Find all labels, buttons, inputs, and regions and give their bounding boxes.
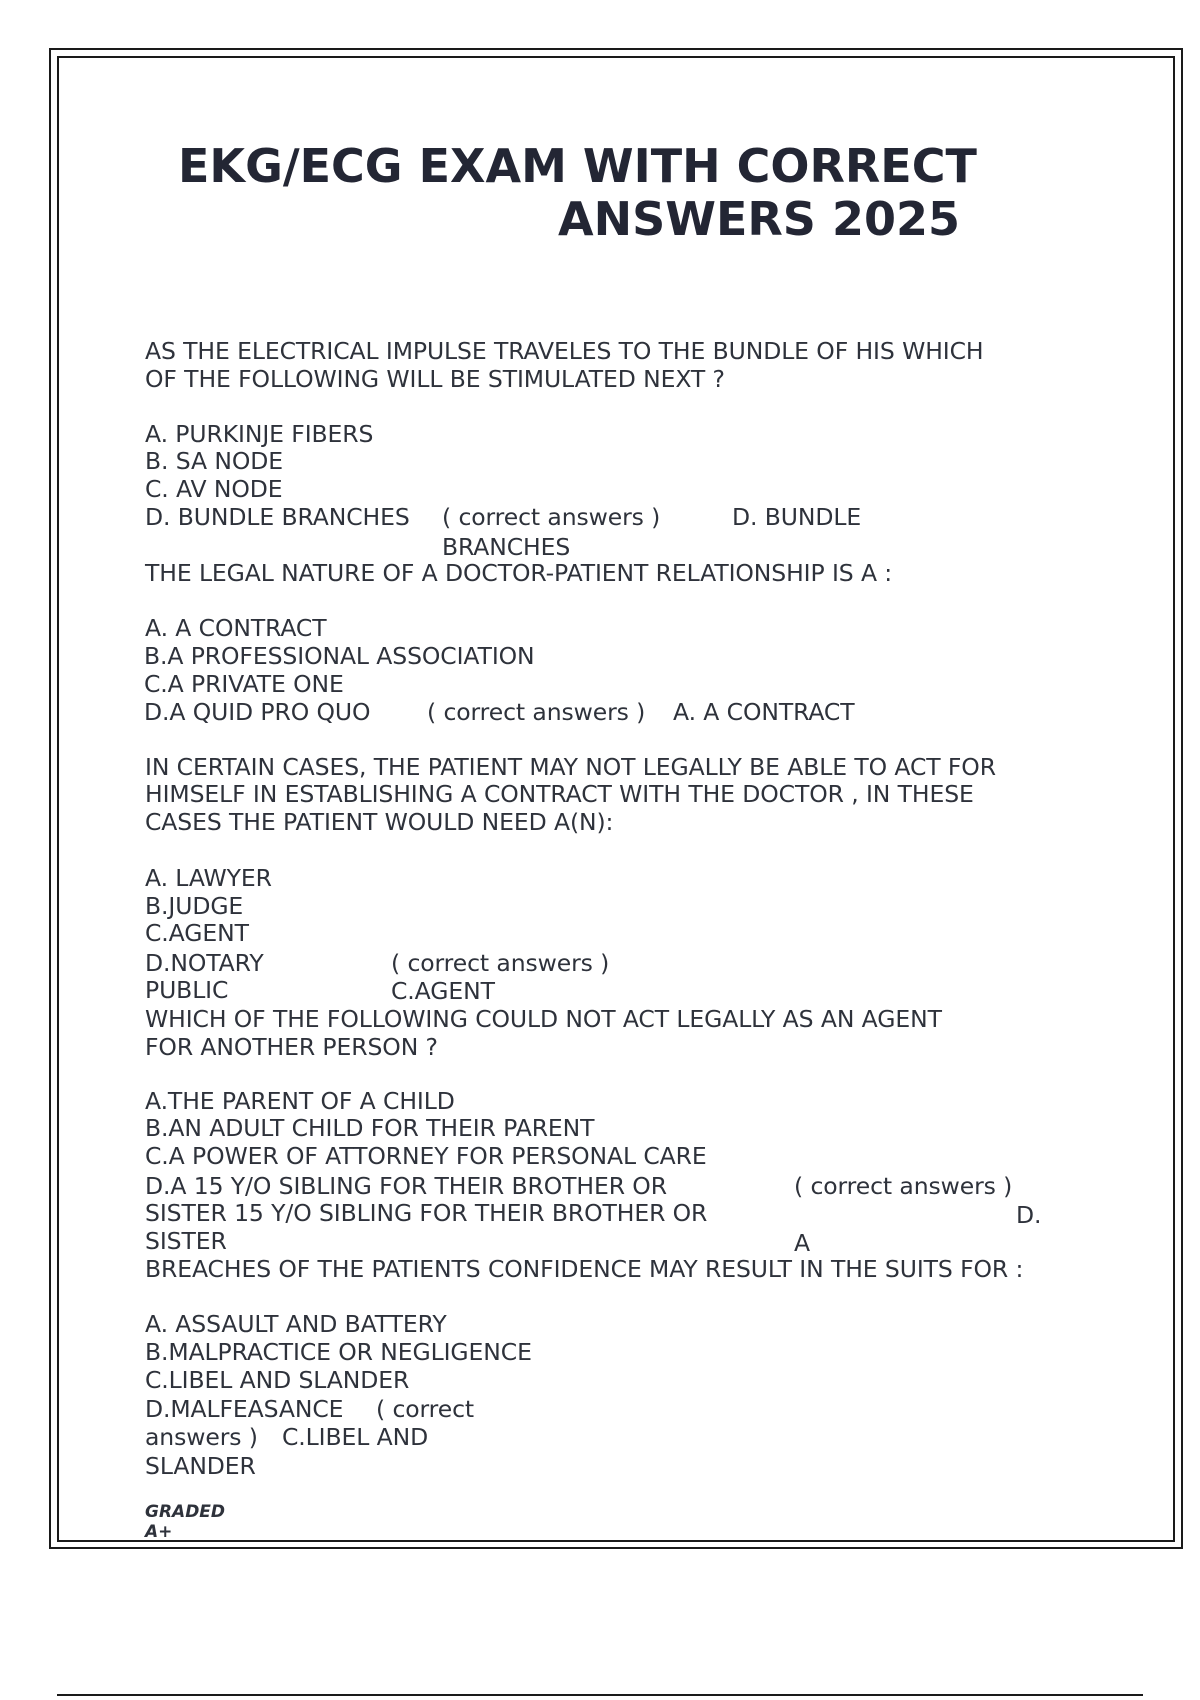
q4-question-line-2: FOR ANOTHER PERSON ? bbox=[145, 1033, 438, 1061]
q4-option-d-line-1: D.A 15 Y/O SIBLING FOR THEIR BROTHER OR bbox=[145, 1172, 667, 1200]
q4-option-c: C.A POWER OF ATTORNEY FOR PERSONAL CARE bbox=[145, 1142, 707, 1170]
page-bottom-rule bbox=[57, 1694, 1143, 1696]
q4-question-line-1: WHICH OF THE FOLLOWING COULD NOT ACT LEGALLY AS AN AGENT bbox=[145, 1005, 942, 1033]
q2-option-b: B.A PROFESSIONAL ASSOCIATION bbox=[144, 642, 535, 670]
q5-question-line-1: BREACHES OF THE PATIENTS CONFIDENCE MAY RESULT IN THE SUITS FOR : bbox=[145, 1255, 1024, 1283]
q3-option-c: C.AGENT bbox=[145, 919, 249, 947]
q1-correct-label: ( correct answers ) bbox=[442, 503, 661, 531]
q5-option-a: A. ASSAULT AND BATTERY bbox=[145, 1310, 447, 1338]
q4-option-a: A.THE PARENT OF A CHILD bbox=[145, 1087, 455, 1115]
q5-answer-line-1: C.LIBEL AND bbox=[282, 1423, 429, 1451]
q5-option-b: B.MALPRACTICE OR NEGLIGENCE bbox=[145, 1338, 532, 1366]
q3-option-a: A. LAWYER bbox=[145, 864, 272, 892]
q1-answer-line-2: BRANCHES bbox=[442, 533, 571, 561]
q3-answer-line-1: C.AGENT bbox=[391, 977, 495, 1005]
q2-correct-label: ( correct answers ) bbox=[427, 698, 646, 726]
q5-correct-label-line-2: answers ) bbox=[145, 1423, 258, 1451]
q3-question-line-3: CASES THE PATIENT WOULD NEED A(N): bbox=[145, 808, 614, 836]
q4-option-b: B.AN ADULT CHILD FOR THEIR PARENT bbox=[145, 1114, 595, 1142]
q1-answer-line-1: D. BUNDLE bbox=[732, 503, 862, 531]
q4-option-d-line-3: SISTER bbox=[145, 1227, 227, 1255]
q1-option-c: C. AV NODE bbox=[145, 475, 283, 503]
q2-option-c: C.A PRIVATE ONE bbox=[144, 670, 344, 698]
q1-option-a: A. PURKINJE FIBERS bbox=[145, 420, 374, 448]
q3-option-d-line-1: D.NOTARY bbox=[145, 949, 264, 977]
q1-question-line-2: OF THE FOLLOWING WILL BE STIMULATED NEXT ? bbox=[145, 365, 725, 393]
q1-question-line-1: AS THE ELECTRICAL IMPULSE TRAVELES TO THE BUNDLE OF HIS WHICH bbox=[145, 337, 984, 365]
title-line-2: ANSWERS 2025 bbox=[558, 192, 960, 246]
title-line-1: EKG/ECG EXAM WITH CORRECT bbox=[178, 139, 977, 193]
q5-option-d: D.MALFEASANCE bbox=[145, 1395, 344, 1423]
graded-stamp bbox=[145, 1502, 225, 1542]
q5-option-c: C.LIBEL AND SLANDER bbox=[145, 1366, 410, 1394]
q4-option-d-line-2: SISTER 15 Y/O SIBLING FOR THEIR BROTHER OR bbox=[145, 1199, 708, 1227]
q5-answer-line-2: SLANDER bbox=[145, 1452, 256, 1480]
q5-correct-label-line-1: ( correct bbox=[376, 1395, 475, 1423]
q2-option-d: D.A QUID PRO QUO bbox=[144, 698, 371, 726]
q2-option-a: A. A CONTRACT bbox=[145, 614, 327, 642]
q4-correct-label: ( correct answers ) bbox=[794, 1172, 1013, 1200]
q3-question-line-1: IN CERTAIN CASES, THE PATIENT MAY NOT LEGALLY BE ABLE TO ACT FOR bbox=[145, 753, 996, 781]
graded-stamp-line-2: A+ bbox=[145, 1522, 173, 1542]
q1-option-d: D. BUNDLE BRANCHES bbox=[145, 503, 410, 531]
q1-option-b: B. SA NODE bbox=[145, 447, 283, 475]
q4-answer-line-2: A bbox=[794, 1229, 810, 1257]
q2-question-line-1: THE LEGAL NATURE OF A DOCTOR-PATIENT RELATIONSHIP IS A : bbox=[145, 559, 893, 587]
document-title bbox=[150, 140, 1010, 246]
graded-stamp-line-1: GRADED bbox=[145, 1502, 226, 1522]
q3-question-line-2: HIMSELF IN ESTABLISHING A CONTRACT WITH THE DOCTOR , IN THESE bbox=[145, 780, 974, 808]
q3-option-d-line-2: PUBLIC bbox=[145, 976, 229, 1004]
q4-answer-line-1: D. bbox=[1016, 1201, 1042, 1229]
q2-answer-line-1: A. A CONTRACT bbox=[673, 698, 855, 726]
q3-option-b: B.JUDGE bbox=[145, 892, 244, 920]
q3-correct-label: ( correct answers ) bbox=[391, 949, 610, 977]
